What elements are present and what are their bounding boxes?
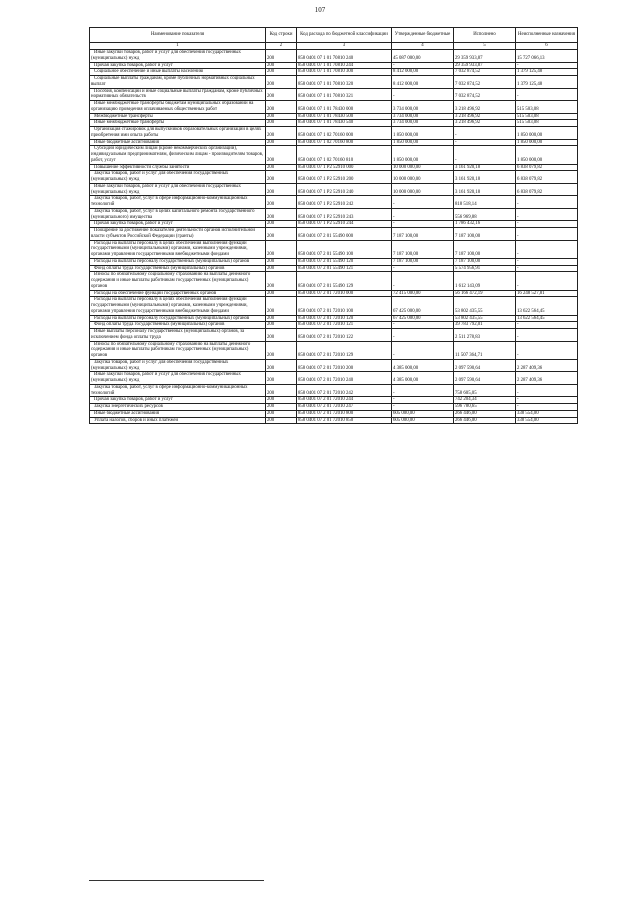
- line-code-cell: 200: [266, 88, 297, 101]
- executed-cell: 556 969,88: [454, 208, 516, 221]
- table-row: [90, 127, 578, 140]
- approved-cell: 7 187 100,00: [392, 240, 454, 258]
- indicator-name-cell: Прочая закупка товаров, работ и услуг: [90, 62, 266, 69]
- indicator-name-cell: Социальное обеспечение и иные выплаты населению: [90, 69, 266, 76]
- budget-code-cell: 858 0401 07 2 01 72010 850: [297, 417, 392, 424]
- line-code-cell: 200: [266, 315, 297, 322]
- budget-code-cell: 858 0401 07 2 01 72010 121: [297, 322, 392, 329]
- budget-code-cell: 858 0401 07 2 01 72010 120: [297, 315, 392, 322]
- indicator-name-cell: Закупка товаров, работ, услуг в сфере информационно-коммуникационных технологий: [90, 196, 266, 209]
- budget-code-cell: 858 0401 07 2 01 55490 100: [297, 240, 392, 258]
- approved-cell: -: [392, 196, 454, 209]
- table-row: [90, 208, 578, 221]
- line-code-cell: 200: [266, 208, 297, 221]
- line-code-cell: 200: [266, 139, 297, 146]
- approved-cell: 1 850 000,00: [392, 127, 454, 140]
- indicator-name-cell: Иные закупки товаров, работ и услуг для обеспечения государственных (муниципальных) нужд: [90, 372, 266, 385]
- approved-cell: 72 415 000,00: [392, 290, 454, 297]
- indicator-name-cell: Иные бюджетные ассигнования: [90, 410, 266, 417]
- budget-code-cell: 858 0401 07 2 01 72010 240: [297, 372, 392, 385]
- table-row: [90, 397, 578, 404]
- budget-code-cell: 858 0401 07 1 01 70810 321: [297, 88, 392, 101]
- executed-cell: 3 218 496,92: [454, 120, 516, 127]
- line-code-cell: 200: [266, 196, 297, 209]
- executed-cell: 7 187 100,00: [454, 240, 516, 258]
- header-executed: Исполнено: [454, 28, 516, 43]
- approved-cell: 1 850 000,00: [392, 146, 454, 164]
- line-code-cell: 200: [266, 146, 297, 164]
- unexecuted-cell: -: [516, 272, 578, 290]
- indicator-name-cell: Уплата налогов, сборов и иных платежей: [90, 417, 266, 424]
- indicator-name-cell: Иные межбюджетные трансферты бюджетам муниципальных образований на организацию проведения оплачиваемых общественных работ: [90, 101, 266, 114]
- indicator-name-cell: Закупка энергетических ресурсов: [90, 404, 266, 411]
- table-row: [90, 139, 578, 146]
- unexecuted-cell: 15 727 066,13: [516, 50, 578, 63]
- unexecuted-cell: -: [516, 258, 578, 265]
- executed-cell: 53 802 435,55: [454, 297, 516, 315]
- budget-code-cell: 858 0401 07 2 01 72010 122: [297, 329, 392, 342]
- line-code-cell: 200: [266, 171, 297, 184]
- column-number: 2: [266, 43, 297, 50]
- unexecuted-cell: 6 838 079,82: [516, 183, 578, 196]
- table-row: [90, 384, 578, 397]
- executed-cell: 1 612 143,09: [454, 272, 516, 290]
- approved-cell: 4 385 000,00: [392, 359, 454, 372]
- header-budget-code: Код расхода по бюджетной классификации: [297, 28, 392, 43]
- line-code-cell: 200: [266, 50, 297, 63]
- executed-cell: 1 786 432,16: [454, 221, 516, 228]
- approved-cell: 4 385 000,00: [392, 372, 454, 385]
- indicator-name-cell: Иные закупки товаров, работ и услуг для обеспечения государственных (муниципальных) нужд: [90, 50, 266, 63]
- table-row: [90, 372, 578, 385]
- budget-code-cell: 858 0401 07 1 P2 52910 000: [297, 164, 392, 171]
- approved-cell: -: [392, 329, 454, 342]
- unexecuted-cell: 16 248 527,81: [516, 290, 578, 297]
- line-code-cell: 200: [266, 404, 297, 411]
- line-code-cell: 200: [266, 240, 297, 258]
- budget-code-cell: 858 0401 07 2 01 72010 800: [297, 410, 392, 417]
- indicator-name-cell: Расходы на выплаты персоналу государственных (муниципальных) органов: [90, 258, 266, 265]
- indicator-name-cell: Фонд оплаты труда государственных (муниципальных) органов: [90, 322, 266, 329]
- table-row: [90, 113, 578, 120]
- indicator-name-cell: Межбюджетные трансферты: [90, 113, 266, 120]
- executed-cell: 2 097 590,64: [454, 359, 516, 372]
- executed-cell: 266 446,00: [454, 417, 516, 424]
- executed-cell: -: [454, 146, 516, 164]
- indicator-name-cell: Иные закупки товаров, работ и услуг для обеспечения государственных (муниципальных) нужд: [90, 183, 266, 196]
- budget-code-cell: 858 0401 07 1 01 78430 000: [297, 101, 392, 114]
- approved-cell: -: [392, 384, 454, 397]
- approved-cell: -: [392, 88, 454, 101]
- executed-cell: 3 218 496,92: [454, 113, 516, 120]
- approved-cell: -: [392, 322, 454, 329]
- table-row: [90, 101, 578, 114]
- unexecuted-cell: -: [516, 329, 578, 342]
- line-code-cell: 200: [266, 329, 297, 342]
- column-number: 3: [297, 43, 392, 50]
- table-row: [90, 50, 578, 63]
- footnote-divider: [89, 880, 264, 881]
- line-code-cell: 200: [266, 183, 297, 196]
- executed-cell: 3 161 920,18: [454, 171, 516, 184]
- table-row: [90, 315, 578, 322]
- executed-cell: 29 359 933,87: [454, 62, 516, 69]
- budget-code-cell: 858 0401 07 2 01 72010 242: [297, 384, 392, 397]
- unexecuted-cell: -: [516, 88, 578, 101]
- unexecuted-cell: 1 379 125,48: [516, 69, 578, 76]
- approved-cell: -: [392, 265, 454, 272]
- approved-cell: 45 087 000,00: [392, 50, 454, 63]
- header-unexecuted: Неисполненные назначения: [516, 28, 578, 43]
- indicator-name-cell: Закупка товаров, работ и услуг для обеспечения государственных (муниципальных) нужд: [90, 171, 266, 184]
- budget-execution-table: [89, 27, 578, 424]
- budget-code-cell: 858 0401 07 1 01 70810 240: [297, 50, 392, 63]
- budget-code-cell: 858 0401 07 2 01 72010 100: [297, 297, 392, 315]
- budget-code-cell: 858 0401 07 2 01 72010 200: [297, 359, 392, 372]
- indicator-name-cell: Иные бюджетные ассигнования: [90, 139, 266, 146]
- table-row: [90, 329, 578, 342]
- approved-cell: 3 734 000,00: [392, 101, 454, 114]
- line-code-cell: 200: [266, 341, 297, 359]
- approved-cell: -: [392, 272, 454, 290]
- unexecuted-cell: 1 850 000,00: [516, 139, 578, 146]
- indicator-name-cell: Социальные выплаты гражданам, кроме публичных нормативных социальных выплат: [90, 76, 266, 89]
- indicator-name-cell: Взносы по обязательному социальному страхованию на выплаты денежного содержания и иные выплаты работникам государственных (муниципальных) органов: [90, 272, 266, 290]
- executed-cell: 2 511 278,83: [454, 329, 516, 342]
- executed-cell: 3 161 920,18: [454, 183, 516, 196]
- table-row: [90, 183, 578, 196]
- indicator-name-cell: Организация стажировок для выпускников образовательных организаций в целях приобретения ими опыта работы: [90, 127, 266, 140]
- budget-code-cell: 858 0401 07 1 P2 52910 242: [297, 196, 392, 209]
- line-code-cell: 200: [266, 62, 297, 69]
- table-row: [90, 272, 578, 290]
- budget-code-cell: 858 0401 07 1 P2 52910 200: [297, 171, 392, 184]
- unexecuted-cell: 1 850 000,00: [516, 146, 578, 164]
- indicator-name-cell: Расходы на выплаты персоналу государственных (муниципальных) органов: [90, 315, 266, 322]
- budget-code-cell: 858 0401 07 1 01 78430 500: [297, 113, 392, 120]
- budget-code-cell: 858 0401 07 1 01 70810 300: [297, 69, 392, 76]
- unexecuted-cell: -: [516, 322, 578, 329]
- approved-cell: 1 850 000,00: [392, 139, 454, 146]
- table-row: [90, 146, 578, 164]
- budget-code-cell: 858 0401 07 2 01 72010 000: [297, 290, 392, 297]
- header-approved: Утвержденные бюджетные: [392, 28, 454, 43]
- line-code-cell: 200: [266, 127, 297, 140]
- executed-cell: 3 218 496,92: [454, 101, 516, 114]
- table-row: [90, 341, 578, 359]
- budget-code-cell: 858 0401 07 2 01 55490 000: [297, 228, 392, 241]
- budget-code-cell: 858 0401 07 1 01 70810 320: [297, 76, 392, 89]
- indicator-name-cell: Прочая закупка товаров, работ и услуг: [90, 397, 266, 404]
- column-number-row: [90, 43, 578, 50]
- unexecuted-cell: 6 838 079,82: [516, 164, 578, 171]
- table-row: [90, 171, 578, 184]
- executed-cell: 2 097 590,64: [454, 372, 516, 385]
- line-code-cell: 200: [266, 69, 297, 76]
- budget-code-cell: 858 0401 07 1 02 70160 000: [297, 127, 392, 140]
- unexecuted-cell: 13 622 564,45: [516, 315, 578, 322]
- line-code-cell: 200: [266, 258, 297, 265]
- unexecuted-cell: -: [516, 228, 578, 241]
- table-header-row: [90, 28, 578, 43]
- table-row: [90, 69, 578, 76]
- line-code-cell: 200: [266, 221, 297, 228]
- line-code-cell: 200: [266, 384, 297, 397]
- approved-cell: 10 000 000,00: [392, 183, 454, 196]
- unexecuted-cell: 338 554,00: [516, 410, 578, 417]
- budget-code-cell: 858 0401 07 2 01 72010 244: [297, 397, 392, 404]
- table-row: [90, 410, 578, 417]
- approved-cell: 7 187 100,00: [392, 228, 454, 241]
- budget-code-cell: 858 0401 07 1 02 70160 800: [297, 139, 392, 146]
- indicator-name-cell: Закупка товаров, работ, услуг в целях капитального ремонта государственного (муниципального) имущества: [90, 208, 266, 221]
- budget-code-cell: 858 0401 07 2 01 55490 120: [297, 258, 392, 265]
- line-code-cell: 200: [266, 76, 297, 89]
- approved-cell: 10 000 000,00: [392, 164, 454, 171]
- approved-cell: 7 187 100,00: [392, 258, 454, 265]
- table-row: [90, 290, 578, 297]
- executed-cell: 266 446,00: [454, 410, 516, 417]
- approved-cell: -: [392, 221, 454, 228]
- unexecuted-cell: 1 379 125,48: [516, 76, 578, 89]
- line-code-cell: 200: [266, 101, 297, 114]
- indicator-name-cell: Повышение эффективности службы занятости: [90, 164, 266, 171]
- executed-cell: 7 187 100,00: [454, 228, 516, 241]
- line-code-cell: 200: [266, 290, 297, 297]
- table-row: [90, 76, 578, 89]
- page-number: 107: [314, 6, 326, 14]
- executed-cell: 5 574 956,91: [454, 265, 516, 272]
- unexecuted-cell: 515 503,08: [516, 113, 578, 120]
- indicator-name-cell: Прочая закупка товаров, работ и услуг: [90, 221, 266, 228]
- approved-cell: -: [392, 404, 454, 411]
- executed-cell: 39 783 792,01: [454, 322, 516, 329]
- table-row: [90, 258, 578, 265]
- indicator-name-cell: Взносы по обязательному социальному страхованию на выплаты денежного содержания и иные выплаты работникам государственных (муниципальных) органов: [90, 341, 266, 359]
- table-row: [90, 404, 578, 411]
- unexecuted-cell: -: [516, 397, 578, 404]
- unexecuted-cell: 1 850 000,00: [516, 127, 578, 140]
- line-code-cell: 200: [266, 265, 297, 272]
- executed-cell: 29 359 933,87: [454, 50, 516, 63]
- line-code-cell: 200: [266, 297, 297, 315]
- table-row: [90, 359, 578, 372]
- budget-code-cell: 858 0401 07 1 P2 52910 243: [297, 208, 392, 221]
- unexecuted-cell: -: [516, 221, 578, 228]
- indicator-name-cell: Пособия, компенсации и иные социальные выплаты гражданам, кроме публичных нормативных обязательств: [90, 88, 266, 101]
- executed-cell: 3 161 920,18: [454, 164, 516, 171]
- line-code-cell: 200: [266, 397, 297, 404]
- table-row: [90, 164, 578, 171]
- executed-cell: 11 507 364,71: [454, 341, 516, 359]
- approved-cell: 605 000,00: [392, 410, 454, 417]
- line-code-cell: 200: [266, 272, 297, 290]
- table-row: [90, 417, 578, 424]
- budget-code-cell: 858 0401 07 1 01 78430 540: [297, 120, 392, 127]
- indicator-name-cell: Расходы на обеспечение функций государственных органов: [90, 290, 266, 297]
- unexecuted-cell: 13 622 564,45: [516, 297, 578, 315]
- indicator-name-cell: Иные выплаты персоналу государственных (муниципальных) органов, за исключением фонда оплаты труда: [90, 329, 266, 342]
- unexecuted-cell: -: [516, 404, 578, 411]
- unexecuted-cell: -: [516, 196, 578, 209]
- table-row: [90, 62, 578, 69]
- line-code-cell: 200: [266, 228, 297, 241]
- indicator-name-cell: Фонд оплаты труда государственных (муниципальных) органов: [90, 265, 266, 272]
- column-number: 4: [392, 43, 454, 50]
- header-indicator-name: Наименование показателя: [90, 28, 266, 43]
- approved-cell: -: [392, 62, 454, 69]
- indicator-name-cell: Субсидии юридическим лицам (кроме некоммерческих организаций), индивидуальным предпринимателям, физическим лицам - производителям товаров, работ, услуг: [90, 146, 266, 164]
- executed-cell: 742 204,34: [454, 397, 516, 404]
- column-number: 6: [516, 43, 578, 50]
- budget-code-cell: 858 0401 07 2 01 55490 121: [297, 265, 392, 272]
- table-body: [90, 50, 578, 424]
- line-code-cell: 200: [266, 359, 297, 372]
- approved-cell: 3 734 000,00: [392, 113, 454, 120]
- executed-cell: 818 518,14: [454, 196, 516, 209]
- budget-code-cell: 858 0401 07 2 01 72010 129: [297, 341, 392, 359]
- header-line-code: Код строки: [266, 28, 297, 43]
- table-row: [90, 228, 578, 241]
- table-row: [90, 120, 578, 127]
- executed-cell: -: [454, 127, 516, 140]
- approved-cell: 605 000,00: [392, 417, 454, 424]
- unexecuted-cell: -: [516, 341, 578, 359]
- approved-cell: -: [392, 341, 454, 359]
- indicator-name-cell: Закупка товаров, работ и услуг для обеспечения государственных (муниципальных) нужд: [90, 359, 266, 372]
- unexecuted-cell: -: [516, 240, 578, 258]
- executed-cell: 7 032 874,52: [454, 88, 516, 101]
- column-number: 1: [90, 43, 266, 50]
- table-row: [90, 196, 578, 209]
- line-code-cell: 200: [266, 120, 297, 127]
- executed-cell: 7 032 874,52: [454, 69, 516, 76]
- unexecuted-cell: 515 503,08: [516, 101, 578, 114]
- indicator-name-cell: Расходы на выплаты персоналу в целях обеспечения выполнения функций государственными (муниципальными) органами, казенными учреждениями, органами управления государственными внебюджетными фондами: [90, 297, 266, 315]
- line-code-cell: 200: [266, 113, 297, 120]
- table-row: [90, 322, 578, 329]
- line-code-cell: 200: [266, 164, 297, 171]
- approved-cell: -: [392, 208, 454, 221]
- unexecuted-cell: 2 287 409,36: [516, 359, 578, 372]
- approved-cell: 8 412 000,00: [392, 69, 454, 76]
- budget-code-cell: 858 0401 07 1 02 70160 810: [297, 146, 392, 164]
- approved-cell: 67 425 000,00: [392, 297, 454, 315]
- column-number: 5: [454, 43, 516, 50]
- line-code-cell: 200: [266, 322, 297, 329]
- approved-cell: 67 425 000,00: [392, 315, 454, 322]
- unexecuted-cell: -: [516, 62, 578, 69]
- unexecuted-cell: -: [516, 208, 578, 221]
- executed-cell: -: [454, 139, 516, 146]
- unexecuted-cell: 338 554,00: [516, 417, 578, 424]
- budget-code-cell: 858 0401 07 2 01 72010 247: [297, 404, 392, 411]
- approved-cell: 8 412 000,00: [392, 76, 454, 89]
- budget-code-cell: 858 0401 07 1 P2 52910 240: [297, 183, 392, 196]
- unexecuted-cell: 2 287 409,36: [516, 372, 578, 385]
- executed-cell: 7 187 100,00: [454, 258, 516, 265]
- line-code-cell: 200: [266, 417, 297, 424]
- executed-cell: 56 166 472,19: [454, 290, 516, 297]
- executed-cell: 596 780,65: [454, 404, 516, 411]
- budget-code-cell: 858 0401 07 2 01 55490 129: [297, 272, 392, 290]
- approved-cell: 3 734 000,00: [392, 120, 454, 127]
- table-row: [90, 221, 578, 228]
- approved-cell: -: [392, 397, 454, 404]
- indicator-name-cell: Поощрение за достижение показателей деятельности органов исполнительной власти субъектов Российской Федерации (гранты): [90, 228, 266, 241]
- executed-cell: 7 032 874,52: [454, 76, 516, 89]
- line-code-cell: 200: [266, 372, 297, 385]
- table-row: [90, 88, 578, 101]
- budget-code-cell: 858 0401 07 1 P2 52910 244: [297, 221, 392, 228]
- unexecuted-cell: 6 838 079,82: [516, 171, 578, 184]
- indicator-name-cell: Закупка товаров, работ, услуг в сфере информационно-коммуникационных технологий: [90, 384, 266, 397]
- unexecuted-cell: -: [516, 384, 578, 397]
- indicator-name-cell: Расходы на выплаты персоналу в целях обеспечения выполнения функций государственными (муниципальными) органами, казенными учреждениями, органами управления государственными внебюджетными фондами: [90, 240, 266, 258]
- table-row: [90, 240, 578, 258]
- approved-cell: 10 000 000,00: [392, 171, 454, 184]
- indicator-name-cell: Иные межбюджетные трансферты: [90, 120, 266, 127]
- executed-cell: 53 802 435,55: [454, 315, 516, 322]
- unexecuted-cell: 515 503,08: [516, 120, 578, 127]
- table-row: [90, 297, 578, 315]
- executed-cell: 758 605,05: [454, 384, 516, 397]
- table-row: [90, 265, 578, 272]
- unexecuted-cell: -: [516, 265, 578, 272]
- budget-code-cell: 858 0401 07 1 01 70810 244: [297, 62, 392, 69]
- line-code-cell: 200: [266, 410, 297, 417]
